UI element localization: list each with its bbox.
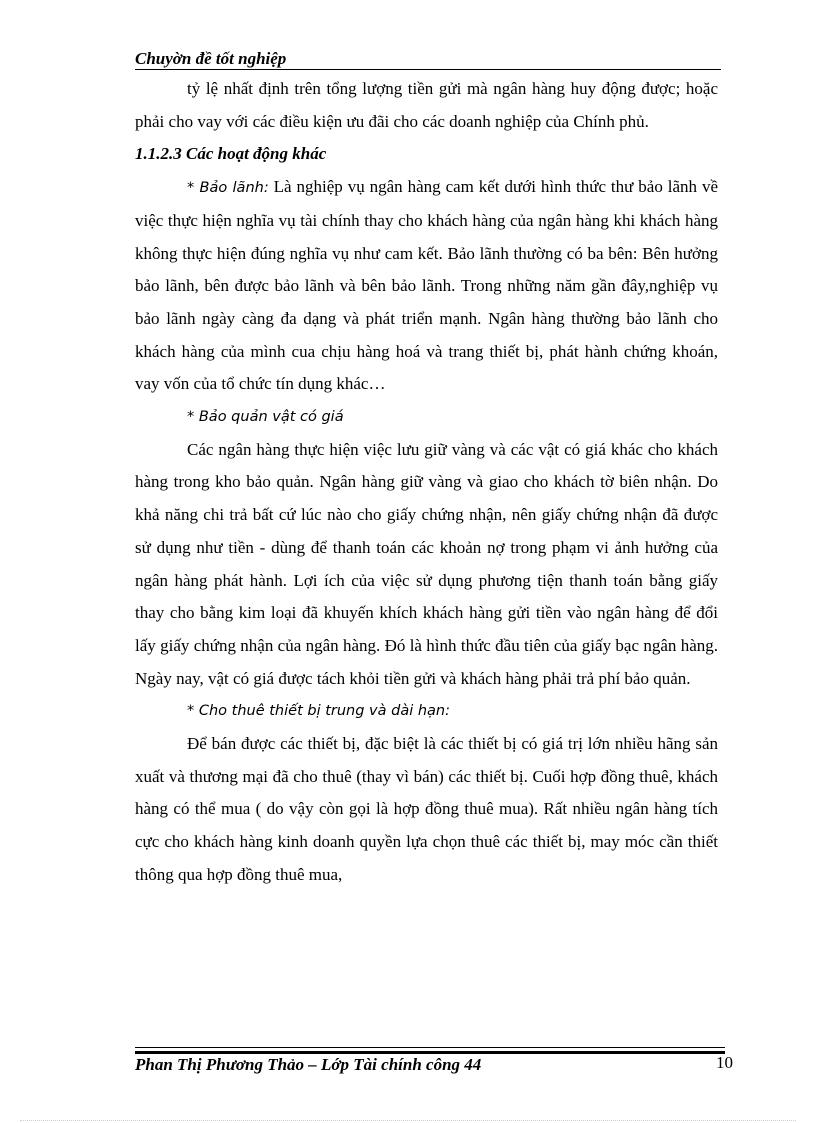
header-title: Chuyờn đề tốt nghiệp (135, 49, 287, 68)
paragraph-intro: tỷ lệ nhất định trên tổng lượng tiền gửi mà ngân hàng huy động được; hoặc phải cho vay với các điều kiện ưu đãi cho các doanh nghiệp của Chính phủ. (135, 79, 718, 131)
footer-rule-thin (135, 1047, 725, 1048)
body-text (135, 73, 718, 892)
section-heading: 1.1.2.3 Các hoạt động khác (135, 144, 327, 164)
page-bottom-divider (20, 1120, 796, 1121)
valuables-heading: * Bảo quản vật có giá (187, 409, 344, 426)
guarantee-label: * Bảo lãnh: (187, 180, 269, 197)
header-rule (135, 69, 721, 70)
guarantee-text: Là nghiệp vụ ngân hàng cam kết dưới hình thức thư bảo lãnh về việc thực hiện nghĩa vụ tài chính thay cho khách hàng của ngân hàng khi khách hàng không thực hiện đúng nghĩa vụ như cam kết. Bảo lãnh thường có ba bên: Bên hưởng bảo lãnh, bên được bảo lãnh và bên bảo lãnh. Trong những năm gần đây,nghiệp vụ bảo lãnh ngày càng đa dạng và phát triển mạnh. Ngân hàng thường bảo lãnh cho khách hàng của mình cua chịu hàng hoá và trang thiết bị, phát hành chứng khoán, vay vốn của tổ chức tín dụng khác… (135, 177, 718, 394)
page-number: 10 (716, 1053, 733, 1072)
paragraph-guarantee (135, 171, 718, 401)
leasing-heading: * Cho thuê thiết bị trung và dài hạn: (187, 703, 451, 720)
footer-author: Phan Thị Phương Thảo – Lớp Tài chính công 44 (135, 1055, 482, 1074)
paragraph-valuables: Các ngân hàng thực hiện việc lưu giữ vàng và các vật có giá khác cho khách hàng trong kho bảo quản. Ngân hàng giữ vàng và giao cho khách tờ biên nhận. Do khả năng chi trả bất cứ lúc nào cho giấy chứng nhận, nên giấy chứng nhận đã được sử dụng như tiền - dùng để thanh toán các khoản nợ trong phạm vi ảnh hưởng của ngân hàng phát hành. Lợi ích của việc sử dụng phương tiện thanh toán bằng giấy thay cho bằng kim loại đã khuyến khích khách hàng gửi tiền vào ngân hàng để đổi lấy giấy chứng nhận của ngân hàng. Đó là hình thức đầu tiên của giấy bạc ngân hàng. Ngày nay, vật có giá được tách khỏi tiền gửi và khách hàng phải trả phí bảo quản. (135, 439, 718, 688)
paragraph-leasing: Để bán được các thiết bị, đặc biệt là các thiết bị có giá trị lớn nhiều hãng sản xuất và thương mại đã cho thuê (thay vì bán) các thiết bị. Cuối hợp đồng thuê, khách hàng có thể mua ( do vậy còn gọi là hợp đồng thuê mua). Rất nhiều ngân hàng tích cực cho khách hàng kinh doanh quyền lựa chọn thuê các thiết bị, may móc cần thiết thông qua hợp đồng thuê mua, (135, 734, 718, 884)
